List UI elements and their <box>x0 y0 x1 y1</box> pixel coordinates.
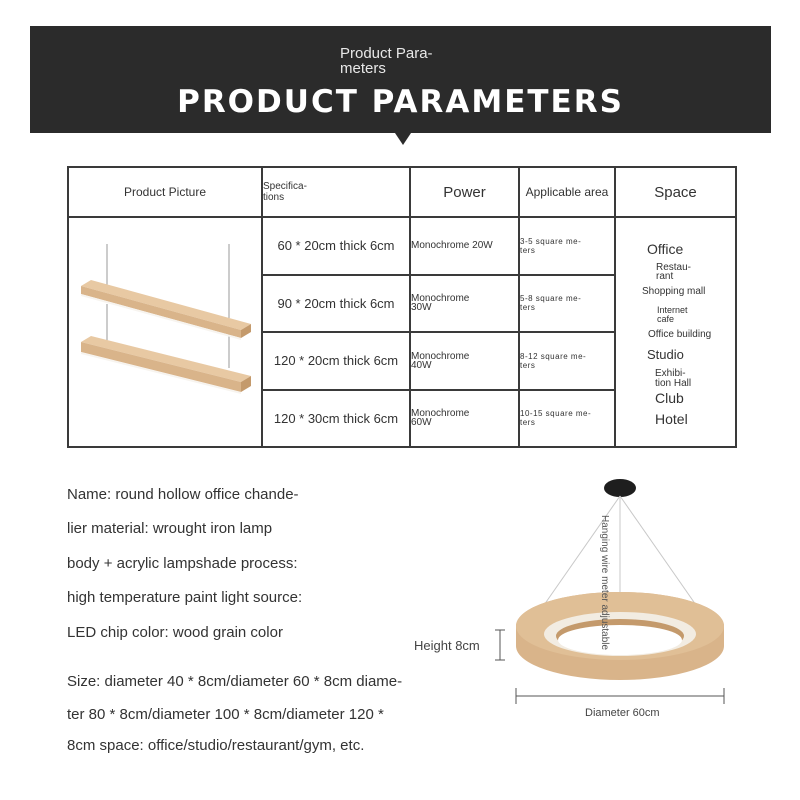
description-line: ter 80 * 8cm/diameter 100 * 8cm/diameter 120 * <box>67 706 384 723</box>
power-line2: 40W <box>411 359 432 371</box>
header-power: Power <box>410 167 519 217</box>
space-restaurant-line2: rant <box>656 271 674 282</box>
area-cell <box>519 332 615 390</box>
power-cell <box>410 390 519 448</box>
power-cell <box>410 332 519 390</box>
description-line: LED chip color: wood grain color <box>67 624 283 641</box>
power-line2: 30W <box>411 302 432 314</box>
banner-arrow-icon <box>395 133 411 145</box>
area-line1: 5-8 square me- <box>520 294 582 304</box>
header-banner <box>30 26 771 133</box>
parameters-table <box>67 166 737 448</box>
space-restaurant <box>656 263 691 281</box>
table-header-row <box>68 167 736 217</box>
product-picture-cell <box>68 217 262 447</box>
power-line2: 60W <box>411 417 432 429</box>
height-label: Height 8cm <box>414 638 480 653</box>
table-row <box>68 217 736 275</box>
space-restaurant-line1: Restau- <box>656 262 692 273</box>
space-internet-line2: cafe <box>657 314 675 324</box>
header-applicable-area: Applicable area <box>519 167 615 217</box>
space-exhibition-line1: Exhibi- <box>655 368 686 379</box>
header-spec-line1: Specifica- <box>263 181 307 192</box>
banner-subtitle-line1: Product Para- <box>340 45 433 62</box>
description-line: 8cm space: office/studio/restaurant/gym, etc. <box>67 737 365 754</box>
area-line1: 10-15 square me- <box>520 409 592 419</box>
description-line: lier material: wrought iron lamp <box>67 520 273 537</box>
space-internet-line1: Internet <box>657 305 688 315</box>
hanging-wire-label: Hanging wire meter adjustable <box>599 515 610 651</box>
space-cell <box>615 217 736 447</box>
spec-cell: 120 * 20cm thick 6cm <box>262 332 410 390</box>
description-line: body + acrylic lampshade process: <box>67 555 298 572</box>
header-product-picture: Product Picture <box>68 167 262 217</box>
power-cell <box>410 275 519 333</box>
power-cell <box>410 217 519 275</box>
power-line1: Monochrome <box>411 293 470 305</box>
space-hotel: Hotel <box>655 411 688 427</box>
space-internet-cafe <box>657 306 688 324</box>
spec-cell: 90 * 20cm thick 6cm <box>262 275 410 333</box>
description-line: Name: round hollow office chande- <box>67 486 299 503</box>
power-line1: Monochrome <box>411 408 470 420</box>
area-line2: ters <box>520 303 536 313</box>
banner-title: PRODUCT PARAMETERS <box>177 84 624 120</box>
area-cell <box>519 390 615 448</box>
linear-pendant-light-image <box>69 218 261 446</box>
space-exhibition-hall <box>655 369 691 389</box>
description-line: Size: diameter 40 * 8cm/diameter 60 * 8cm diame- <box>67 673 403 690</box>
area-line2: ters <box>520 360 536 370</box>
power-line1: Monochrome 20W <box>411 240 493 252</box>
area-cell <box>519 275 615 333</box>
space-list <box>616 218 735 444</box>
banner-subtitle <box>340 46 490 76</box>
power-line1: Monochrome <box>411 350 470 362</box>
space-office-building: Office building <box>648 329 712 340</box>
area-line2: ters <box>520 418 536 428</box>
banner-subtitle-line2: meters <box>340 60 386 77</box>
space-exhibition-line2: tion Hall <box>655 378 692 389</box>
area-line1: 3-5 square me- <box>520 236 582 246</box>
header-space: Space <box>615 167 736 217</box>
header-specifications <box>262 167 410 217</box>
space-club: Club <box>655 390 684 406</box>
area-line2: ters <box>520 245 536 255</box>
space-studio: Studio <box>647 347 684 362</box>
spec-cell: 120 * 30cm thick 6cm <box>262 390 410 448</box>
spec-cell: 60 * 20cm thick 6cm <box>262 217 410 275</box>
diameter-label: Diameter 60cm <box>585 707 660 719</box>
header-spec-line2: tions <box>263 192 285 203</box>
description-line: high temperature paint light source: <box>67 589 303 606</box>
space-office: Office <box>647 241 684 257</box>
space-shopping-mall: Shopping mall <box>642 286 706 297</box>
area-cell <box>519 217 615 275</box>
area-line1: 8-12 square me- <box>520 351 587 361</box>
round-chandelier-diagram <box>400 470 760 730</box>
